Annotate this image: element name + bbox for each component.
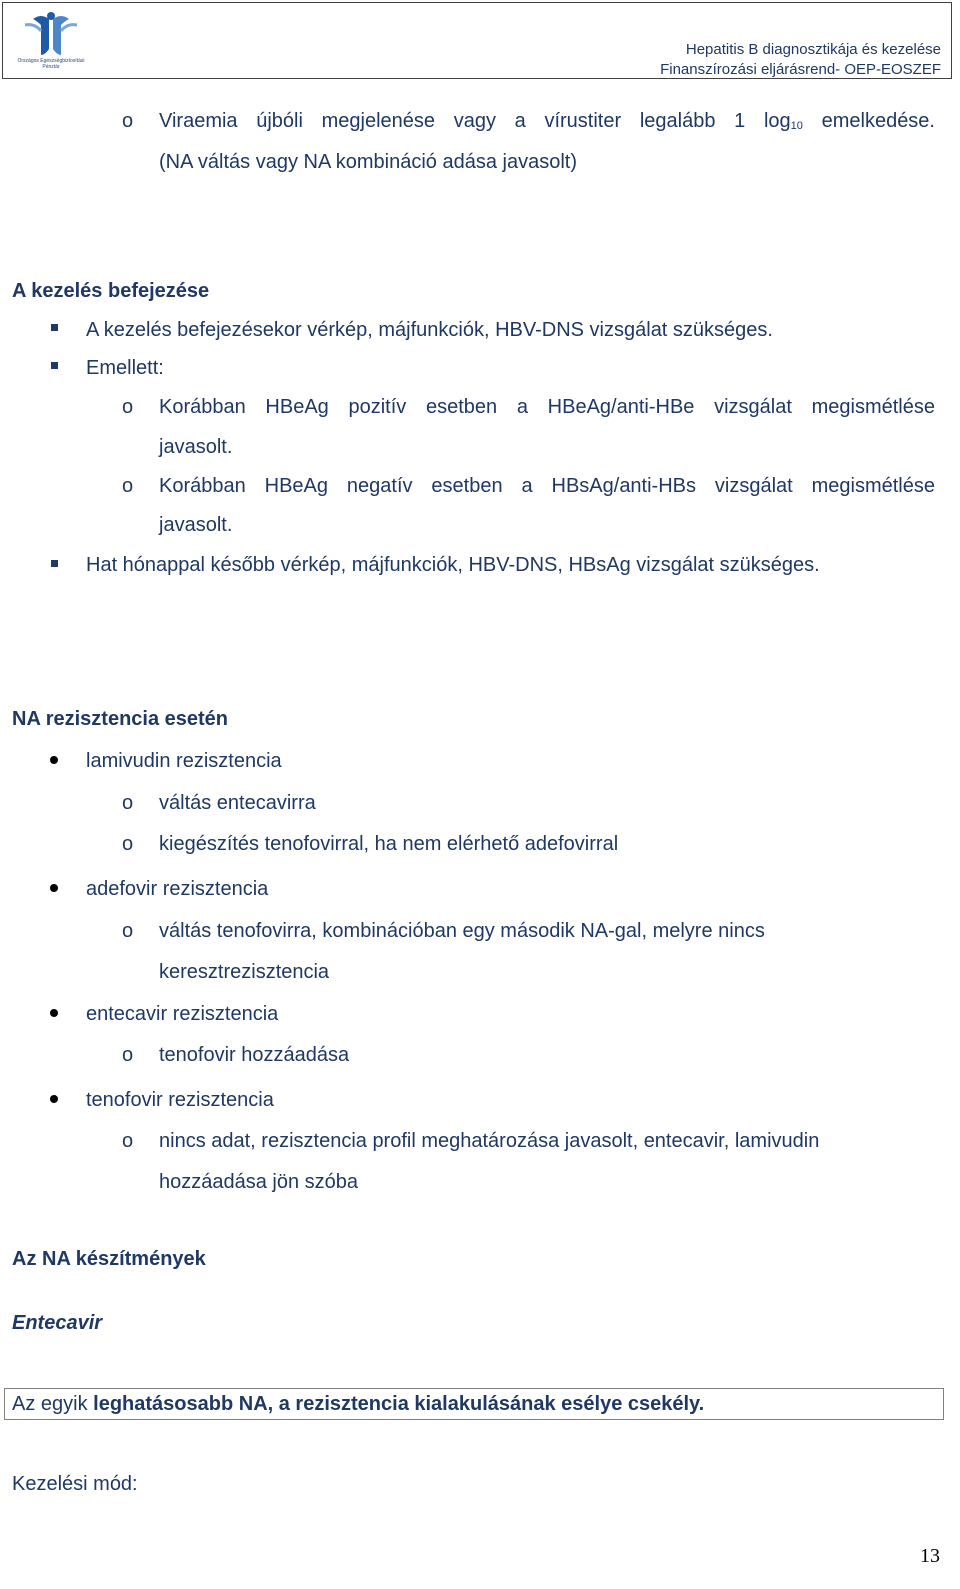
list-marker-o: o [122,792,134,814]
viraemia-text-end: emelkedése. [802,110,935,132]
resistance-sub-item-cont: hozzáadása jön szóba [159,1171,359,1193]
resistance-item: entecavir rezisztencia [86,1003,279,1025]
resistance-item: adefovir rezisztencia [86,878,269,900]
sub-item-line: Korábban HBeAg pozitív esetben a HBeAg/anti-HBe vizsgálat megismétlése [159,396,935,418]
resistance-sub-item: tenofovir hozzáadása [159,1044,350,1066]
list-marker-o: o [122,1130,134,1152]
resistance-sub-item: váltás tenofovirra, kombinációban egy második NA-gal, melyre nincs [159,920,765,942]
list-item: A kezelés befejezésekor vérkép, májfunkciók, HBV-DNS vizsgálat szükséges. [86,319,773,341]
round-bullet-icon [50,884,58,892]
list-marker-o: o [122,110,134,132]
viraemia-line [159,109,935,138]
section-heading-na-keszitmenyek: Az NA készítmények [12,1248,206,1270]
resistance-sub-item: nincs adat, rezisztencia profil meghatározása javasolt, entecavir, lamivudin [159,1130,820,1152]
viraemia-text: Viraemia újbóli megjelenése vagy a vírustiter legalább 1 log [159,110,791,132]
square-bullet-icon [51,560,58,567]
square-bullet-icon [51,362,58,369]
header-title [660,40,941,80]
page-number: 13 [920,1545,940,1567]
list-marker-o: o [122,396,134,418]
highlight-box [4,1388,944,1420]
box-text-normal: Az egyik [12,1393,94,1415]
list-marker-o: o [122,833,134,855]
resistance-sub-item-cont: keresztrezisztencia [159,961,330,983]
section-heading-kezeles-befejezese: A kezelés befejezése [12,280,210,302]
section-heading-na-rezisztencia: NA rezisztencia esetén [12,708,229,730]
sub-item-line: Korábban HBeAg negatív esetben a HBsAg/anti-HBs vizsgálat megismétlése [159,475,935,497]
round-bullet-icon [50,1095,58,1103]
sub-item-line: javasolt. [159,436,233,458]
kezelesi-mod-label: Kezelési mód: [12,1473,138,1495]
list-marker-o: o [122,475,134,497]
resistance-sub-item: váltás entecavirra [159,792,316,814]
round-bullet-icon [50,756,58,764]
resistance-item: lamivudin rezisztencia [86,750,282,772]
list-marker-o: o [122,920,134,942]
header-title-line2: Finanszírozási eljárásrend- OEP-EOSZEF [660,61,941,78]
subheading-entecavir: Entecavir [12,1312,103,1334]
log-subscript: 10 [790,120,803,132]
list-item: Hat hónappal később vérkép, májfunkciók, HBV-DNS, HBsAg vizsgálat szükséges. [86,554,820,576]
header-title-line1: Hepatitis B diagnosztikája és kezelése [685,41,941,58]
resistance-item: tenofovir rezisztencia [86,1089,274,1111]
list-item: Emellett: [86,357,164,379]
round-bullet-icon [50,1009,58,1017]
list-marker-o: o [122,1044,134,1066]
box-text-bold: leghatásosabb NA, a rezisztencia kialakulásának esélye csekély. [93,1393,705,1415]
logo-text: Országos Egészségbiztosítási Pénztár [17,58,85,70]
viraemia-line2: (NA váltás vagy NA kombináció adása javasolt) [159,151,577,173]
sub-item-line: javasolt. [159,514,233,536]
page-header [2,2,952,79]
square-bullet-icon [51,324,58,331]
resistance-sub-item: kiegészítés tenofovirral, ha nem elérhető adefovirral [159,833,619,855]
